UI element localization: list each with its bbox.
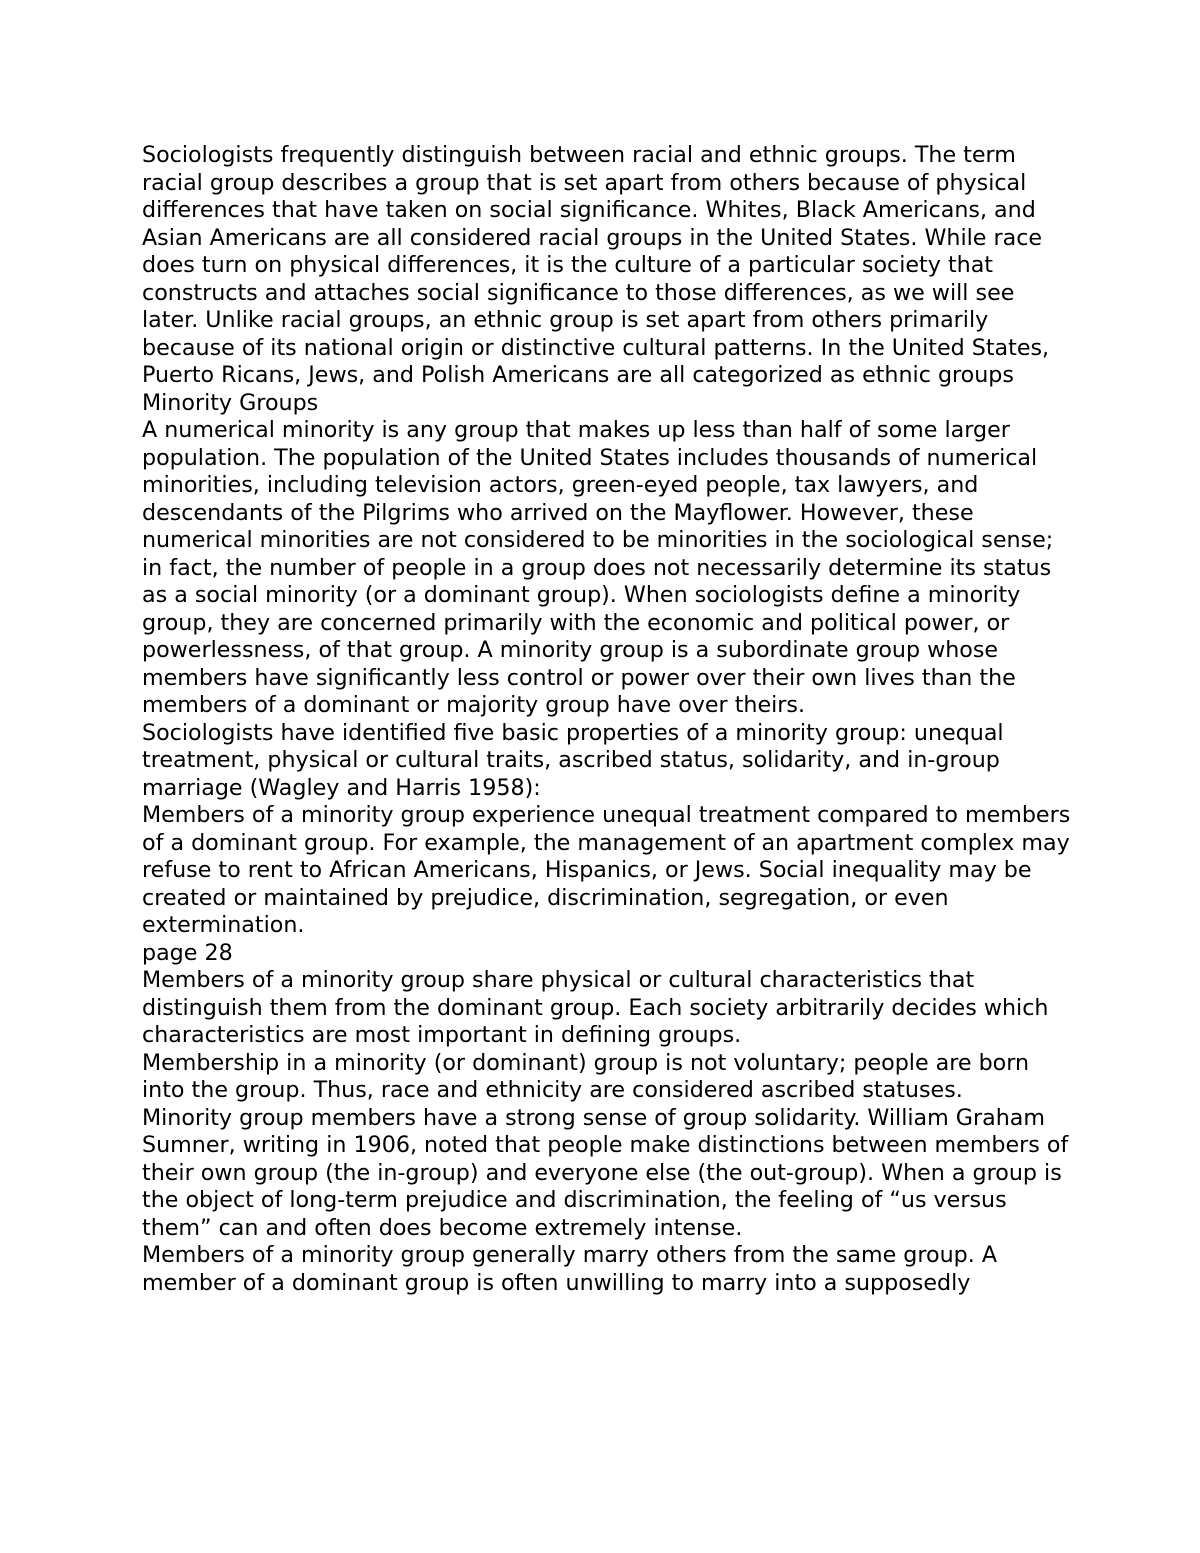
paragraph-numerical-minority: A numerical minority is any group that makes up less than half of some larger population. The population of the United States includes thousands of numerical minorities, including television actors, green-eyed people, tax lawyers, and descendants of the Pilgrims who arrived on the Mayflower. However, these numerical minorities are not considered to be minorities in the sociological sense; in fact, the number of people in a group does not necessarily determine its status as a social minority (or a dominant group). When sociologists define a minority group, they are concerned primarily with the economic and political power, or powerlessness, of that group. A minority group is a subordinate group whose members have significantly less control or power over their own lives than the members of a dominant or majority group have over theirs. xyxy=(142,417,1054,718)
paragraph-five-properties: Sociologists have identified five basic properties of a minority group: unequal treatment, physical or cultural traits, ascribed status, solidarity, and in-group marriage (Wagley and Harris 1958): xyxy=(142,719,1004,801)
document-body xyxy=(142,142,1072,1297)
heading-minority-groups: Minority Groups xyxy=(142,389,319,416)
paragraph-unequal-treatment: Members of a minority group experience unequal treatment compared to members of a dominant group. For example, the management of an apartment complex may refuse to rent to African Americans, Hispanics, or Jews. Social inequality may be created or maintained by prejudice, discrimination, segregation, or even extermination. xyxy=(142,802,1071,938)
paragraph-in-group-marriage: Members of a minority group generally marry others from the same group. A member of a dominant group is often unwilling to marry into a supposedly xyxy=(142,1242,998,1296)
paragraph-physical-cultural-traits: Members of a minority group share physical or cultural characteristics that distinguish them from the dominant group. Each society arbitrarily decides which characteristics are most important in defining groups. xyxy=(142,967,1049,1048)
paragraph-ascribed-status: Membership in a minority (or dominant) group is not voluntary; people are born into the group. Thus, race and ethnicity are considered ascribed statuses. xyxy=(142,1049,1030,1103)
paragraph-racial-ethnic-groups: Sociologists frequently distinguish between racial and ethnic groups. The term racial group describes a group that is set apart from others because of physical differences that have taken on social significance. Whites, Black Americans, and Asian Americans are all considered racial groups in the United States. While race does turn on physical differences, it is the culture of a particular society that constructs and attaches social significance to those differences, as we will see later. Unlike racial groups, an ethnic group is set apart from others primarily because of its national origin or distinctive cultural patterns. In the United States, Puerto Ricans, Jews, and Polish Americans are all categorized as ethnic groups xyxy=(142,142,1050,388)
page-number-marker: page 28 xyxy=(142,939,233,966)
paragraph-group-solidarity: Minority group members have a strong sense of group solidarity. William Graham Sumner, writing in 1906, noted that people make distinctions between members of their own group (the in-group) and everyone else (the out-group). When a group is the object of long-term prejudice and discrimination, the feeling of “us versus them” can and often does become extremely intense. xyxy=(142,1104,1069,1241)
